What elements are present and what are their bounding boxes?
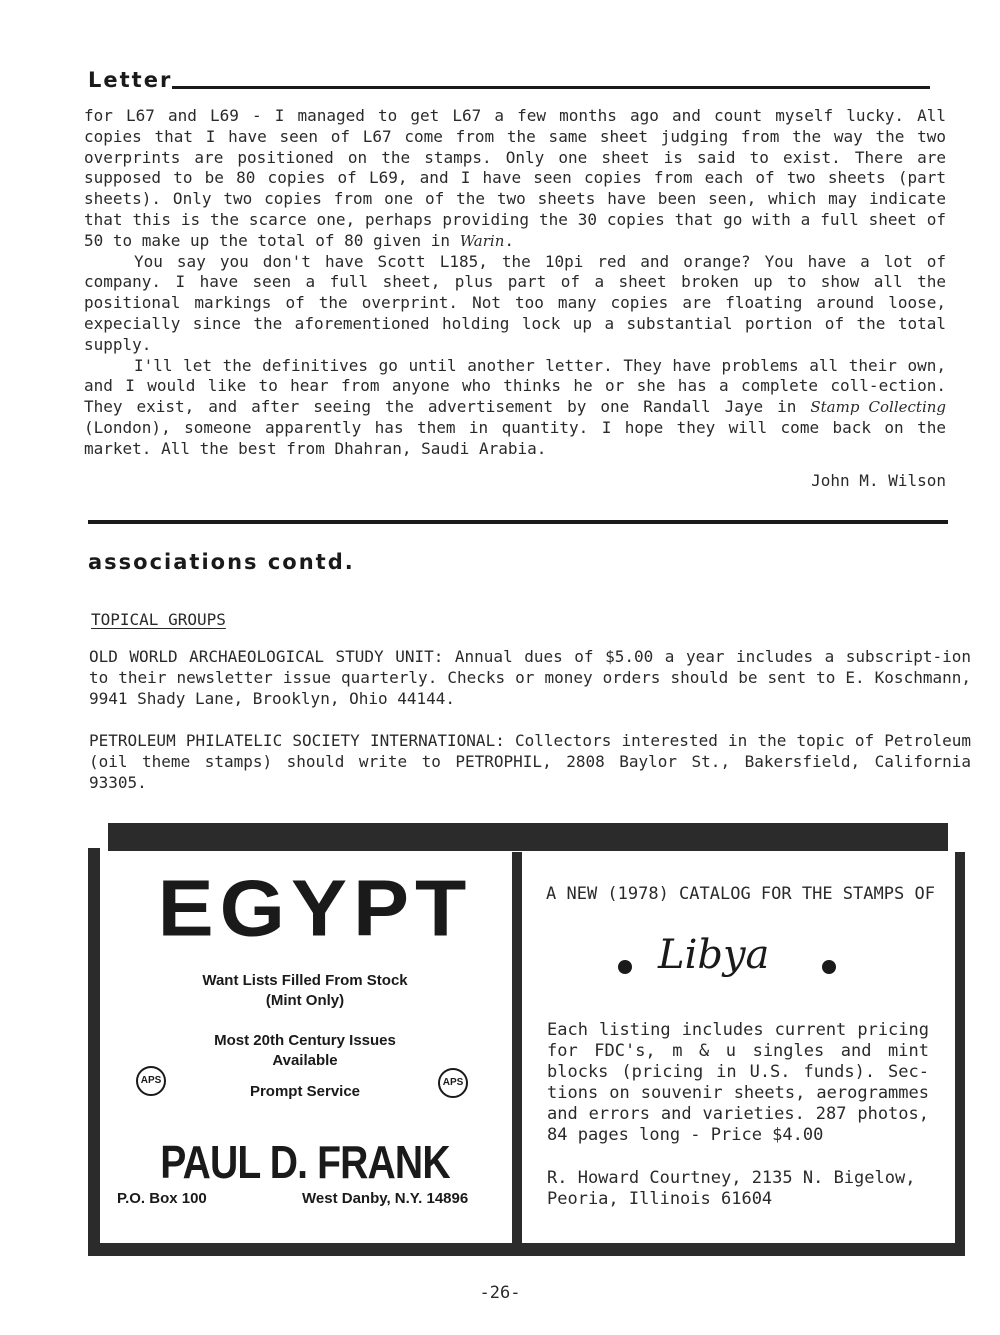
ad-frame-divider — [512, 852, 522, 1246]
letter-paragraph-3: I'll let the definitives go until another letter. They have problems all their own, and I would like to hear from anyone who thinks he or she has a complete coll-ection. They exist, and after seeing the advertisement by one Randall Jaye in Stamp Collecting (London), someone apparently has them in quantity. I hope they will come back on the market. All the best from Dhahran, Saudi Arabia. — [84, 355, 947, 458]
aps-logo-icon: APS — [438, 1068, 468, 1098]
warin-title: Warin — [459, 231, 505, 250]
ad-frame-left-border — [88, 848, 100, 1256]
letter-signature: John M. Wilson — [811, 471, 946, 490]
libya-ad-address: R. Howard Courtney, 2135 N. Bigelow, Peoria, Illinois 61604 — [547, 1168, 916, 1209]
aps-logo-icon: APS — [136, 1066, 166, 1096]
page-number: -26- — [479, 1283, 521, 1303]
letter-paragraph-2: You say you don't have Scott L185, the 10pi red and orange? You have a lot of company. I have seen a full sheet, plus part of a sheet broken up to show all the positional markings of the overprint. Not too many copies are floating around loose, expecially since the aforementioned holding lock up a substantial portion of the total supply. — [84, 251, 946, 354]
letter-paragraph-1: for L67 and L69 - I managed to get L67 a few months ago and count myself lucky. All copies that I have seen of L67 come from the same sheet judging from the way the two overprints are positioned on the stamps. Only one sheet is said to exist. There are supposed to be 80 copies of L69, and I have seen copies from each of two sheets (part sheets). Only two copies from one of the two sheets have been seen, which may indicate that this is the scarce one, perhaps providing the 30 copies that go with a full sheet of 50 to make up the total of 80 given in Warin. — [84, 106, 946, 250]
association-entry-owasu: OLD WORLD ARCHAEOLOGICAL STUDY UNIT: Annual dues of $5.00 a year includes a subscript-ion to their newsletter issue quarterly. Checks or money orders should be sent to E. Koschmann, 9941 Shady Lane, Brooklyn, Ohio 44144. — [89, 647, 971, 708]
egypt-ad-20th-century: Most 20th Century Issues Available — [214, 1032, 396, 1069]
associations-section-title: associations contd. — [88, 550, 355, 574]
association-entry-petroleum: PETROLEUM PHILATELIC SOCIETY INTERNATIONAL: Collectors interested in the topic of Petroleum (oil theme stamps) should write to PETROPHIL, 2808 Baylor St., Bakersfield, California 93305. — [89, 731, 971, 792]
egypt-ad-city: West Danby, N.Y. 14896 — [302, 1190, 469, 1207]
ad-frame-bottom-border — [88, 1243, 965, 1256]
libya-ad-headline: A NEW (1978) CATALOG FOR THE STAMPS OF — [546, 884, 935, 904]
topical-groups-heading: TOPICAL GROUPS — [91, 610, 226, 629]
section-divider — [88, 520, 948, 524]
libya-ad-description: Each listing includes current pricing for FDC's, m & u singles and mint blocks (pricing in U.S. funds). Sec-tions on souvenir sheets, aerogrammes and errors and varieties. 287 photos, 84 pages long - Price $4.00 — [547, 1020, 929, 1145]
egypt-ad-title: EGYPT — [157, 863, 473, 953]
ad-frame-top-bar — [108, 823, 948, 851]
letter-section-title: Letter — [88, 68, 173, 92]
stamp-collecting-title: Stamp Collecting — [810, 398, 947, 417]
letter-title-rule — [172, 86, 930, 89]
egypt-ad-want-lists: Want Lists Filled From Stock (Mint Only) — [202, 972, 408, 1009]
bullet-dot-icon — [822, 960, 836, 974]
bullet-dot-icon — [618, 960, 632, 974]
egypt-ad-prompt-service: Prompt Service — [249, 1083, 361, 1100]
egypt-ad-dealer-name: PAUL D. FRANK — [160, 1136, 450, 1188]
letter-body — [84, 106, 946, 460]
libya-ad-script-title: Libya — [658, 932, 770, 978]
egypt-ad-po-box: P.O. Box 100 — [117, 1190, 207, 1207]
ad-frame-right-border — [955, 852, 965, 1256]
